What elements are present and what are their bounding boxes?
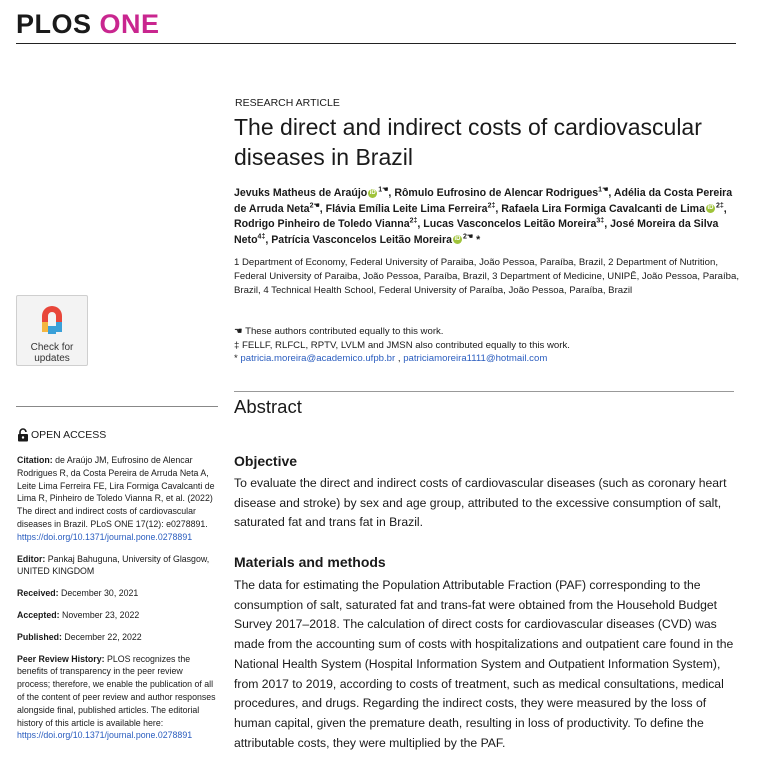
corresponding-emails — [234, 352, 734, 366]
objective-heading: Objective — [234, 453, 298, 469]
author-entry — [234, 218, 423, 230]
author-separator: , — [495, 202, 502, 215]
affiliations: 1 Department of Economy, Federal University of Paraiba, João Pessoa, Paraíba, Brazil, 2 Department of Nutrition, Federal University of Paraiba, João Pessoa, Paraíba, Brazil, 3 Department of Medicine, UNIPÊ, João Pessoa, Paraíba, Brazil, 4 Technical Health School, Federal University of Paraíba, João Pessoa, Paraíba, Brazil — [234, 257, 739, 296]
author-name[interactable]: Patrícia Vasconcelos Leitão Moreira — [271, 233, 452, 246]
published-text: December 22, 2022 — [61, 631, 142, 642]
author-affiliation-marker: 4‡ — [257, 233, 266, 241]
author-name[interactable]: Flávia Emília Leite Lima Ferreira — [325, 202, 488, 215]
author-affiliation-marker: 2‡ — [715, 202, 724, 210]
objective-text: To evaluate the direct and indirect costs of cardiovascular diseases (such as coronary heart disease and stroke) by sex and age group, attributed to the excessive consumption of salt, saturated fat and trans fat in Brazil. — [234, 476, 727, 530]
author-separator: , — [265, 233, 272, 246]
received-text: December 30, 2021 — [58, 588, 139, 599]
author-affiliation-marker: 1☚ — [598, 186, 609, 194]
published-label: Published: — [17, 631, 62, 642]
badge-line1: Check for — [30, 342, 74, 353]
orcid-icon[interactable]: iD — [707, 205, 714, 212]
badge-line2: updates — [34, 352, 70, 364]
author-entry — [394, 187, 614, 199]
peer-review-doi-link[interactable]: https://doi.org/10.1371/journal.pone.0278891 — [17, 730, 193, 741]
author-name[interactable]: Lucas Vasconcelos Leitão Moreira — [423, 218, 597, 231]
abstract-heading: Abstract — [234, 396, 302, 417]
peer-review-text: PLOS recognizes the benefits of transparency in the peer review process; therefore, we enable the publication of all of the content of peer review and author responses alongside final, published articles. The editorial history of this article is available here: — [17, 653, 216, 728]
author-affiliation-marker: 2‡ — [409, 217, 418, 225]
accepted-date — [17, 609, 217, 622]
author-separator: * — [473, 233, 481, 246]
editor-label: Editor: — [17, 553, 46, 564]
check-for-updates-badge[interactable] — [16, 295, 88, 366]
email-separator: , — [397, 353, 404, 364]
accepted-label: Accepted: — [17, 609, 60, 620]
author-entry — [423, 218, 610, 230]
author-name[interactable]: Rômulo Eufrosino de Alencar Rodrigues — [394, 187, 599, 199]
author-separator: , — [417, 218, 424, 231]
author-entry — [501, 203, 726, 215]
author-name[interactable]: Rodrigo Pinheiro de Toledo Vianna — [234, 218, 410, 231]
journal-name-one: ONE — [99, 9, 160, 39]
also-contributed-note: ‡ FELLF, RLFCL, RPTV, LVLM and JMSN also contributed equally to this work. — [234, 339, 570, 351]
author-name[interactable]: Jevuks Matheus de Araújo — [234, 187, 368, 199]
editor-text: Pankaj Bahuguna, University of Glasgow, UNITED KINGDOM — [17, 553, 210, 577]
author-entry — [234, 187, 394, 199]
author-affiliation-marker: 2‡ — [487, 202, 496, 210]
methods-text: The data for estimating the Population Attributable Fraction (PAF) corresponding to the consumption of salt, saturated fat and trans-fat were obtained from the Household Budget Survey 2017–2018. The calculation of direct costs for cardiovascular diseases (CVD) was made from the accounting sum of costs with hospitalizations and outpatient care found in the National Health System (Hospital Information System and Outpatient Information System), from 2017 to 2019, according to costs of treatment, such as medical consultations, medical procedures, and drugs. Regarding the indirect costs, they were measured by the loss of human capital, given the premature death, resulting in loss of productivity. To define the attributable costs, they were multiplied by the PAF. — [234, 578, 734, 750]
corresponding-marker: * — [234, 353, 241, 364]
open-access-label — [17, 428, 217, 442]
author-affiliation-marker: 1☚ — [378, 186, 389, 194]
received-date — [17, 587, 217, 600]
orcid-icon[interactable]: iD — [454, 236, 461, 243]
orcid-icon[interactable]: iD — [369, 189, 376, 196]
author-separator: , — [604, 218, 611, 231]
editor — [17, 553, 217, 579]
journal-logo[interactable] — [16, 9, 160, 40]
author-separator: , — [723, 202, 727, 215]
crossmark-icon — [36, 302, 68, 336]
abstract-divider — [234, 391, 734, 392]
email-link-2[interactable]: patriciamoreira1111@hotmail.com — [403, 353, 548, 364]
article-title: The direct and indirect costs of cardiovascular diseases in Brazil — [234, 114, 702, 170]
citation — [17, 454, 217, 544]
sidebar-divider — [16, 406, 218, 407]
author-separator: , — [608, 187, 614, 199]
author-name[interactable]: Rafaela Lira Formiga Cavalcanti de Lima — [501, 202, 705, 215]
open-access-text: OPEN ACCESS — [31, 428, 107, 441]
accepted-text: November 23, 2022 — [59, 609, 140, 620]
author-entry — [271, 234, 480, 246]
email-link-1[interactable]: patricia.moreira@academico.ufpb.br — [240, 353, 396, 364]
published-date — [17, 631, 217, 644]
citation-doi-link[interactable]: https://doi.org/10.1371/journal.pone.0278891 — [17, 531, 193, 542]
author-affiliation-marker: 3‡ — [596, 217, 605, 225]
article-info-sidebar — [17, 428, 217, 751]
author-name[interactable]: Adélia da Costa Pereira de Arruda Neta — [234, 187, 733, 215]
open-lock-icon — [17, 428, 29, 442]
author-affiliation-marker: 2☚ — [463, 233, 474, 241]
citation-text: de Araújo JM, Eufrosino de Alencar Rodrigues R, da Costa Pereira de Arruda Neta A, Leite Lima Ferreira FE, Lira Formiga Cavalcanti de Lima R, Pinheiro de Toledo Vianna R, et al. (2022) The direct and indirect costs of cardiovascular diseases in Brazil. PLoS ONE 17(12): e0278891. — [17, 455, 215, 529]
author-affiliation-marker: 2☚ — [309, 202, 320, 210]
author-entry — [326, 203, 502, 215]
equal-contribution-note: ☚ These authors contributed equally to this work. — [234, 326, 444, 337]
journal-name-plos: PLOS — [16, 9, 92, 39]
header-divider — [16, 43, 736, 44]
author-name[interactable]: José Moreira da Silva Neto — [234, 218, 719, 246]
peer-review-history — [17, 653, 217, 743]
author-list — [234, 186, 734, 248]
methods-heading: Materials and methods — [234, 554, 386, 570]
peer-review-label: Peer Review History: — [17, 653, 105, 664]
author-separator: , — [319, 202, 326, 215]
received-label: Received: — [17, 588, 59, 599]
article-type: RESEARCH ARTICLE — [235, 97, 340, 109]
citation-label: Citation: — [17, 455, 53, 465]
author-notes — [234, 325, 734, 366]
author-separator: , — [388, 187, 395, 199]
